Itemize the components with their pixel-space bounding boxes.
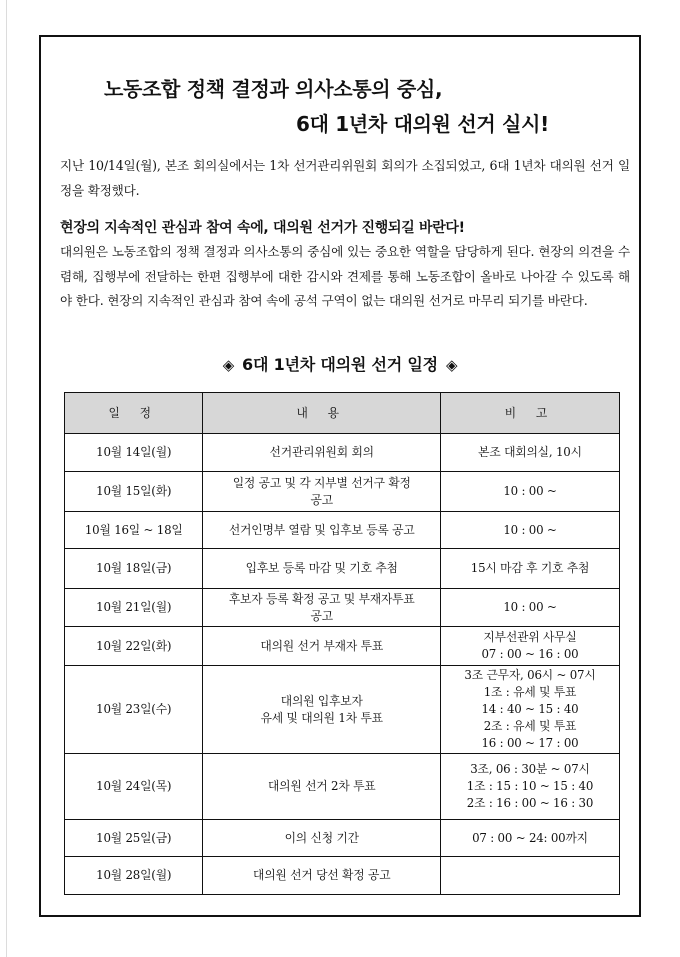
schedule-note	[440, 820, 619, 857]
table-row	[65, 472, 620, 512]
schedule-content	[203, 472, 441, 512]
content-line: 유세 및 대의원 1차 투표	[260, 710, 383, 725]
table-row	[65, 666, 620, 754]
content-line: 선거인명부 열람 및 입후보 등록 공고	[228, 522, 415, 537]
diamond-right-icon: ◈	[445, 356, 458, 374]
schedule-note	[440, 627, 619, 666]
note-line: 16 : 00 ~ 17 : 00	[481, 736, 579, 750]
schedule-content	[203, 627, 441, 666]
schedule-note	[440, 857, 619, 895]
schedule-content	[203, 666, 441, 754]
schedule-note	[440, 512, 619, 549]
table-row	[65, 512, 620, 549]
title-line-2: 6대 1년차 대의원 선거 실시!	[296, 112, 549, 136]
note-line: 07 : 00 ~ 24: 00까지	[472, 830, 588, 845]
schedule-content	[203, 434, 441, 472]
note-line: 10 : 00 ~	[503, 484, 557, 498]
schedule-content	[203, 512, 441, 549]
content-line: 입후보 등록 마감 및 기호 추첨	[245, 561, 398, 575]
content-line: 공고	[310, 492, 333, 507]
note-line: 2조 : 16 : 00 ~ 16 : 30	[466, 796, 594, 810]
schedule-note	[440, 472, 619, 512]
schedule-content	[203, 857, 441, 895]
note-line: 본조 대회의실, 10시	[478, 445, 582, 459]
schedule-note	[440, 666, 619, 754]
table-row	[65, 627, 620, 666]
note-line: 1조 : 유세 및 투표	[483, 685, 577, 699]
note-line: 10 : 00 ~	[503, 522, 557, 537]
schedule-note	[440, 589, 619, 627]
schedule-title-text: 6대 1년차 대의원 선거 일정	[242, 355, 438, 374]
diamond-left-icon: ◈	[222, 356, 235, 374]
note-line: 07 : 00 ~ 16 : 00	[481, 647, 579, 661]
table-row	[65, 857, 620, 895]
title-line-1: 노동조합 정책 결정과 의사소통의 중심,	[104, 77, 443, 101]
content-line: 대의원 선거 당선 확정 공고	[253, 868, 391, 882]
schedule-date: 10월 16일 ~ 18일	[65, 512, 203, 549]
schedule-date: 10월 24일(목)	[65, 754, 203, 820]
content-line: 일정 공고 및 각 지부별 선거구 확정	[232, 475, 411, 490]
content-line: 공고	[310, 608, 333, 623]
note-line: 10 : 00 ~	[503, 600, 557, 614]
schedule-date: 10월 14일(월)	[65, 434, 203, 472]
note-line: 3조, 06 : 30분 ~ 07시	[470, 762, 590, 776]
schedule-note	[440, 434, 619, 472]
schedule-table	[64, 392, 620, 895]
content-line: 대의원 선거 부재자 투표	[260, 638, 384, 653]
schedule-note	[440, 754, 619, 820]
schedule-date: 10월 23일(수)	[65, 666, 203, 754]
schedule-date: 10월 28일(월)	[65, 857, 203, 895]
note-line: 14 : 40 ~ 15 : 40	[481, 702, 579, 716]
page-edge	[0, 0, 7, 957]
schedule-date: 10월 21일(월)	[65, 589, 203, 627]
note-line: 15시 마감 후 기호 추첨	[470, 561, 590, 575]
table-row	[65, 589, 620, 627]
table-row	[65, 549, 620, 589]
header-date: 일 정	[65, 393, 203, 434]
intro-paragraph: 지난 10/14일(월), 본조 회의실에서는 1차 선거관리위원회 회의가 소집되었고, 6대 1년차 대의원 선거 일정을 확정했다.	[60, 158, 630, 198]
schedule-date: 10월 22일(화)	[65, 627, 203, 666]
header-note: 비 고	[440, 393, 619, 434]
note-line: 지부선관위 사무실	[483, 630, 577, 644]
note-line: 1조 : 15 : 10 ~ 15 : 40	[466, 779, 594, 793]
schedule-title	[0, 352, 680, 375]
schedule-content	[203, 754, 441, 820]
content-line: 대의원 선거 2차 투표	[267, 779, 376, 793]
header-content: 내 용	[203, 393, 441, 434]
content-line: 후보자 등록 확정 공고 및 부재자투표	[228, 591, 415, 606]
table-header-row	[65, 393, 620, 434]
schedule-body	[65, 434, 620, 895]
schedule-content	[203, 589, 441, 627]
note-line: 2조 : 유세 및 투표	[483, 719, 577, 733]
schedule-content	[203, 820, 441, 857]
schedule-date: 10월 25일(금)	[65, 820, 203, 857]
schedule-date: 10월 15일(화)	[65, 472, 203, 512]
content-line: 대의원 입후보자	[280, 693, 363, 708]
schedule-date: 10월 18일(금)	[65, 549, 203, 589]
table-row	[65, 434, 620, 472]
body-paragraph: 대의원은 노동조합의 정책 결정과 의사소통의 중심에 있는 중요한 역할을 담당하게 된다. 현장의 의견을 수렴해, 집행부에 전달하는 한편 집행부에 대한 감시와 견제를 통해 노동조합이 올바로 나아갈 수 있도록 해야 한다. 현장의 지속적인 관심과 참여 속에 공석 구역이 없는 대의원 선거로 마무리 되기를 바란다.	[60, 244, 630, 308]
schedule-content	[203, 549, 441, 589]
schedule-note	[440, 549, 619, 589]
table-row	[65, 754, 620, 820]
table-row	[65, 820, 620, 857]
note-line: 3조 근무자, 06시 ~ 07시	[464, 668, 596, 682]
content-line: 선거관리위원회 회의	[269, 445, 374, 459]
content-line: 이의 신청 기간	[284, 830, 359, 845]
subheading: 현장의 지속적인 관심과 참여 속에, 대의원 선거가 진행되길 바란다!	[60, 220, 465, 236]
